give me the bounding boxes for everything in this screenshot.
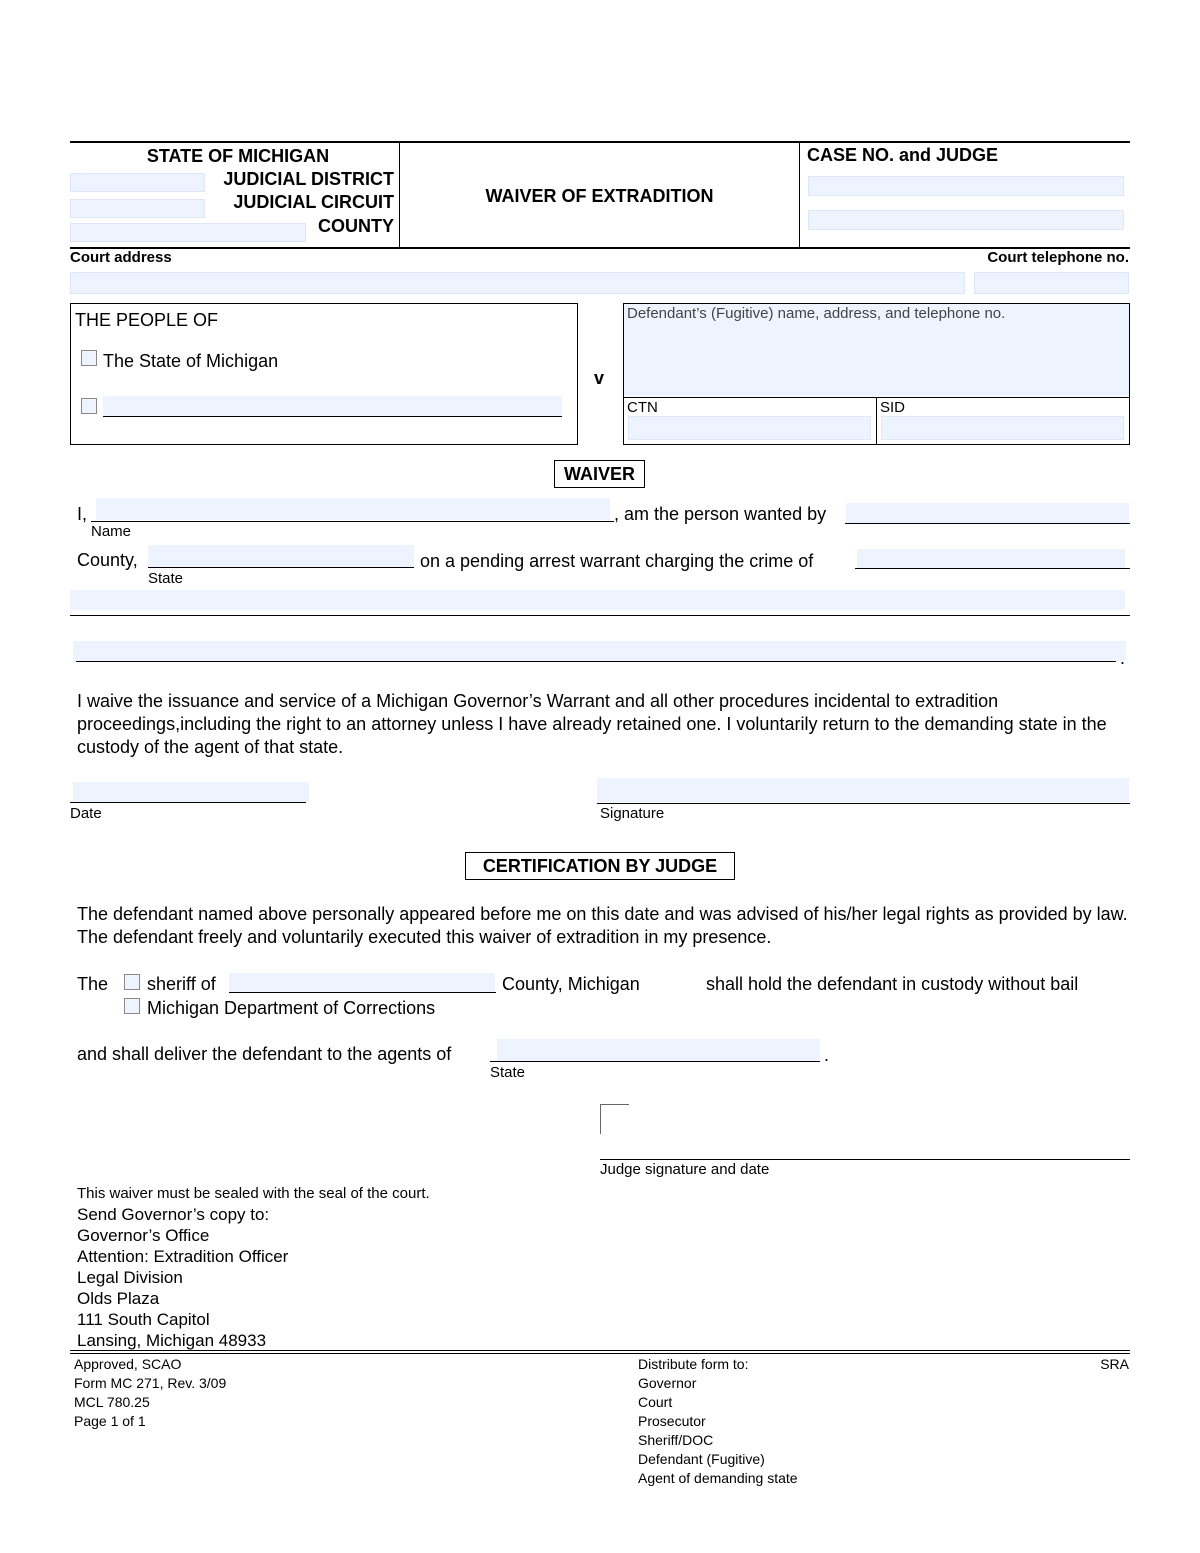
versus-label: v (594, 368, 605, 388)
distribute-item: Sheriff/DOC (638, 1432, 714, 1448)
header-top-rule (70, 141, 1130, 143)
distribute-item: Agent of demanding state (638, 1470, 798, 1486)
send-to-line: 111 South Capitol (77, 1310, 210, 1329)
court-address-field[interactable] (70, 272, 965, 294)
the-label: The (77, 974, 109, 994)
case-no-field[interactable] (808, 176, 1124, 196)
name-underline (91, 521, 614, 522)
distribute-item: Defendant (Fugitive) (638, 1451, 765, 1467)
judicial-circuit-field[interactable] (70, 199, 205, 218)
waiver-statement: I waive the issuance and service of a Michigan Governor’s Warrant and all other procedures incidental to extradition proceedings,including the right to an attorney unless I have already retained one. I voluntarily return to the demanding state in the custody of the agent of that state. (77, 691, 1107, 757)
shall-hold-text: shall hold the defendant in custody without bail (706, 974, 1079, 994)
waiver-state-field[interactable] (148, 545, 414, 567)
name-field[interactable] (96, 498, 610, 520)
demanding-state-underline (490, 1061, 820, 1062)
judicial-district-field[interactable] (70, 173, 205, 192)
crime-field-3[interactable] (73, 641, 1126, 661)
court-telephone-label: Court telephone no. (987, 249, 1129, 266)
other-plaintiff-checkbox[interactable] (81, 398, 97, 414)
certification-heading: CERTIFICATION BY JUDGE (465, 852, 735, 880)
form-info-line: Approved, SCAO (74, 1356, 182, 1372)
people-of-label: THE PEOPLE OF (75, 310, 219, 330)
judge-signature-label: Judge signature and date (600, 1161, 770, 1178)
other-plaintiff-underline (103, 416, 562, 417)
send-to-line: Governor’s Office (77, 1226, 210, 1245)
seal-corner-mark (600, 1104, 629, 1134)
state-of-michigan-heading: STATE OF MICHIGAN (146, 146, 330, 166)
deliver-text: and shall deliver the defendant to the agents of (77, 1044, 452, 1064)
judicial-circuit-label: JUDICIAL CIRCUIT (233, 192, 394, 212)
i-prefix: I, (77, 504, 88, 524)
county-label: COUNTY (318, 216, 394, 236)
mdoc-checkbox[interactable] (124, 998, 140, 1014)
crime-field-1[interactable] (857, 549, 1125, 568)
county-michigan-label: County, Michigan (502, 974, 640, 994)
send-to-line: Olds Plaza (77, 1289, 160, 1308)
signature-label: Signature (600, 805, 665, 822)
footer-rule-bottom (70, 1353, 1130, 1354)
date-label: Date (70, 805, 102, 822)
send-to-line: Attention: Extradition Officer (77, 1247, 289, 1266)
form-info-line: Page 1 of 1 (74, 1413, 146, 1429)
mdoc-label: Michigan Department of Corrections (147, 998, 436, 1018)
deliver-period: . (824, 1045, 830, 1065)
judicial-district-label: JUDICIAL DISTRICT (223, 169, 394, 189)
waiver-state-underline (148, 567, 414, 568)
pending-warrant-text: on a pending arrest warrant charging the crime of (420, 551, 814, 571)
crime-field-2[interactable] (70, 590, 1125, 610)
wanted-by-county-field[interactable] (846, 503, 1129, 523)
waiver-heading: WAIVER (554, 460, 645, 488)
distribute-title: Distribute form to: (638, 1356, 749, 1372)
ctn-label: CTN (627, 399, 658, 416)
sheriff-county-underline (229, 992, 496, 993)
defendant-label: Defendant’s (Fugitive) name, address, and telephone no. (627, 305, 1006, 322)
state-of-michigan-label: The State of Michigan (103, 351, 279, 371)
header-divider-right (799, 142, 800, 248)
ctn-sid-divider (876, 397, 877, 445)
sheriff-checkbox[interactable] (124, 974, 140, 990)
county-field[interactable] (70, 223, 306, 242)
form-info-line: MCL 780.25 (74, 1394, 150, 1410)
crime-underline-2 (70, 615, 1130, 616)
demanding-state-field[interactable] (497, 1039, 820, 1061)
name-caption: Name (91, 523, 132, 540)
other-plaintiff-field[interactable] (103, 396, 562, 416)
signature-field[interactable] (597, 778, 1129, 802)
date-field[interactable] (73, 782, 309, 802)
footer-rule-top (70, 1350, 1130, 1351)
court-telephone-field[interactable] (974, 272, 1129, 294)
judge-field[interactable] (808, 210, 1124, 230)
county-prefix: County, (77, 550, 138, 570)
form-info-line: Form MC 271, Rev. 3/09 (74, 1375, 227, 1391)
certification-statement: The defendant named above personally appeared before me on this date and was advised of his/her legal rights as provided by law. The defendant freely and voluntarily executed this waiver of extradition in my presence. (77, 904, 1128, 947)
distribute-item: Prosecutor (638, 1413, 706, 1429)
sid-label: SID (880, 399, 906, 416)
case-no-label: CASE NO. and JUDGE (807, 145, 999, 165)
date-underline (70, 802, 306, 803)
signature-underline (597, 803, 1130, 804)
send-to-line: Legal Division (77, 1268, 183, 1287)
ctn-field[interactable] (628, 416, 871, 440)
form-code: SRA (1100, 1356, 1129, 1372)
crime-period: . (1120, 648, 1126, 668)
state-of-michigan-checkbox[interactable] (81, 350, 97, 366)
sheriff-of-label: sheriff of (147, 974, 216, 994)
wanted-by-underline (845, 523, 1130, 524)
demanding-state-caption: State (490, 1064, 526, 1081)
sheriff-county-field[interactable] (229, 973, 495, 992)
send-to-line: Send Governor’s copy to: (77, 1205, 270, 1224)
crime-underline-3 (76, 661, 1116, 662)
waiver-state-caption: State (148, 570, 184, 587)
seal-note: This waiver must be sealed with the seal of the court. (77, 1185, 430, 1202)
form-info-block (74, 1355, 226, 1431)
send-to-line: Lansing, Michigan 48933 (77, 1331, 267, 1350)
form-title: WAIVER OF EXTRADITION (485, 186, 714, 206)
person-wanted-by-text: , am the person wanted by (614, 504, 827, 524)
crime-underline-1 (855, 568, 1130, 569)
sid-field[interactable] (881, 416, 1124, 440)
court-address-label: Court address (70, 249, 172, 266)
judge-signature-underline[interactable] (600, 1159, 1130, 1160)
distribute-item: Governor (638, 1375, 697, 1391)
send-to-block (77, 1204, 288, 1351)
distribute-item: Court (638, 1394, 673, 1410)
distribution-block (638, 1355, 798, 1488)
